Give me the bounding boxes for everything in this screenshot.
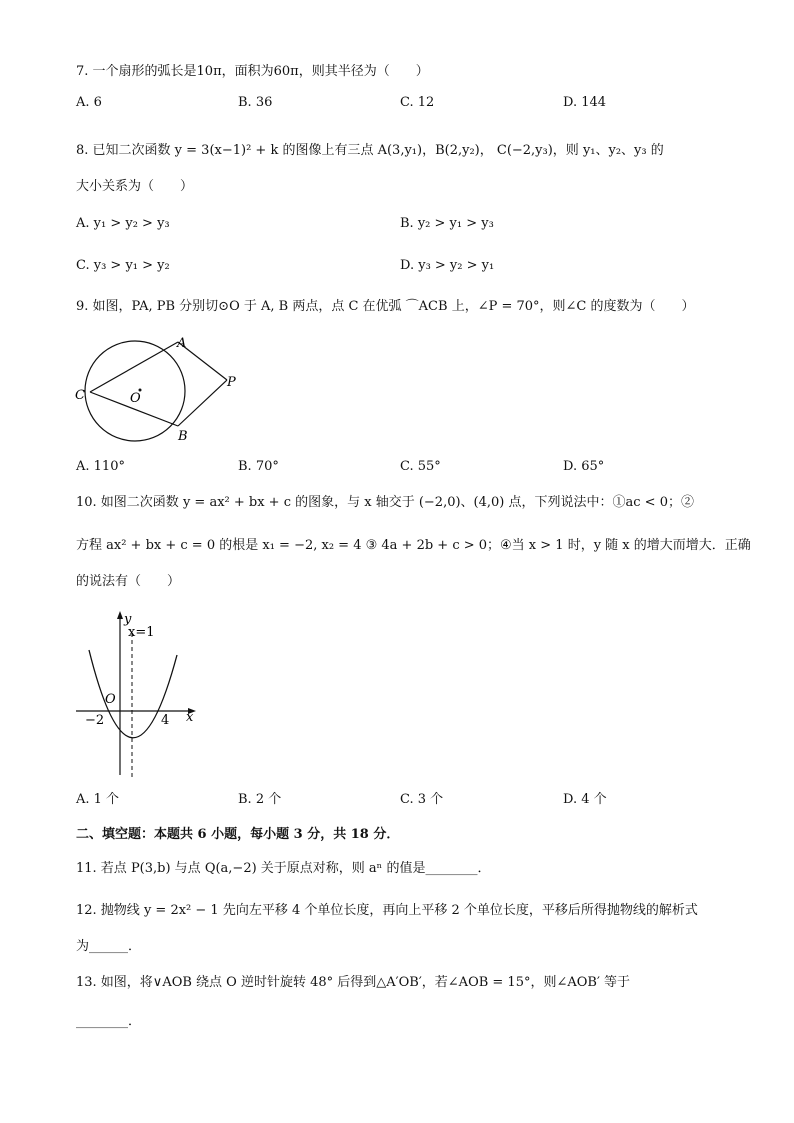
- q10-stem-line2: 方程 ax² + bx + c = 0 的根是 x₁ = −2, x₂ = 4 ③ 4a + 2b + c > 0；④当 x > 1 时，y 随 x 的增大而增大．正确: [76, 538, 751, 553]
- q10-label-x: x: [186, 710, 194, 725]
- q9-label-b: B: [178, 429, 188, 444]
- q9-option-b: B. 70°: [238, 459, 279, 474]
- q13-stem-line2: ________．: [76, 1014, 142, 1029]
- q9-stem: 9. 如图，PA, PB 分别切⊙O 于 A, B 两点，点 C 在优弧 ⌒ACB 上，∠P = 70°，则∠C 的度数为（ ）: [76, 299, 695, 314]
- section-2-heading: 二、填空题：本题共 6 小题，每小题 3 分，共 18 分．: [76, 827, 400, 842]
- q7-option-c: C. 12: [400, 95, 435, 110]
- q10-label-origin: O: [105, 692, 116, 707]
- q10-option-a: A. 1 个: [76, 792, 120, 807]
- q8-option-b: B. y₂ > y₁ > y₃: [400, 216, 494, 231]
- q7-option-d: D. 144: [563, 95, 607, 110]
- q10-label-4: 4: [161, 713, 170, 728]
- q10-label-neg2: −2: [85, 713, 105, 728]
- q7-stem: 7. 一个扇形的弧长是10π，面积为60π，则其半径为（ ）: [76, 64, 429, 79]
- q7-option-b: B. 36: [238, 95, 273, 110]
- q8-option-c: C. y₃ > y₁ > y₂: [76, 258, 170, 273]
- q8-option-a: A. y₁ > y₂ > y₃: [76, 216, 170, 231]
- q12-stem-line2: 为______．: [76, 939, 142, 954]
- q10-label-y: y: [124, 612, 132, 627]
- q13-stem-line1: 13. 如图，将∨AOB 绕点 O 逆时针旋转 48° 后得到△A′OB′，若∠AOB = 15°，则∠AOB′ 等于: [76, 975, 631, 990]
- q10-option-b: B. 2 个: [238, 792, 282, 807]
- q7-option-a: A. 6: [76, 95, 102, 110]
- q8-stem-line2: 大小关系为（ ）: [76, 179, 194, 194]
- q9-circle-tangent-figure: [70, 328, 250, 448]
- q9-option-a: A. 110°: [76, 459, 125, 474]
- q8-stem-line1: 8. 已知二次函数 y = 3(x−1)² + k 的图像上有三点 A(3,y₁)，B(2,y₂)， C(−2,y₃)，则 y₁、y₂、y₃ 的: [76, 143, 664, 158]
- q9-option-d: D. 65°: [563, 459, 605, 474]
- q10-stem-line1: 10. 如图二次函数 y = ax² + bx + c 的图象，与 x 轴交于 (−2,0)、(4,0) 点，下列说法中：①ac < 0；②: [76, 495, 694, 510]
- q10-label-axis: x=1: [128, 625, 155, 640]
- q10-option-d: D. 4 个: [563, 792, 607, 807]
- q9-option-c: C. 55°: [400, 459, 441, 474]
- q12-stem-line1: 12. 抛物线 y = 2x² − 1 先向左平移 4 个单位长度，再向上平移 2 个单位长度，平移后所得抛物线的解析式: [76, 903, 698, 918]
- q9-chord-ca: [90, 342, 178, 392]
- q9-label-o: O: [130, 391, 141, 406]
- q8-option-d: D. y₃ > y₂ > y₁: [400, 258, 495, 273]
- q9-label-a: A: [177, 336, 187, 351]
- q9-label-c: C: [75, 388, 85, 403]
- q10-parabola-figure: [72, 605, 207, 780]
- q11-stem: 11. 若点 P(3,b) 与点 Q(a,−2) 关于原点对称，则 aⁿ 的值是________．: [76, 861, 491, 876]
- q10-y-arrow: [117, 611, 123, 619]
- q10-stem-line3: 的说法有（ ）: [76, 574, 181, 589]
- q10-option-c: C. 3 个: [400, 792, 444, 807]
- q9-label-p: P: [227, 375, 236, 390]
